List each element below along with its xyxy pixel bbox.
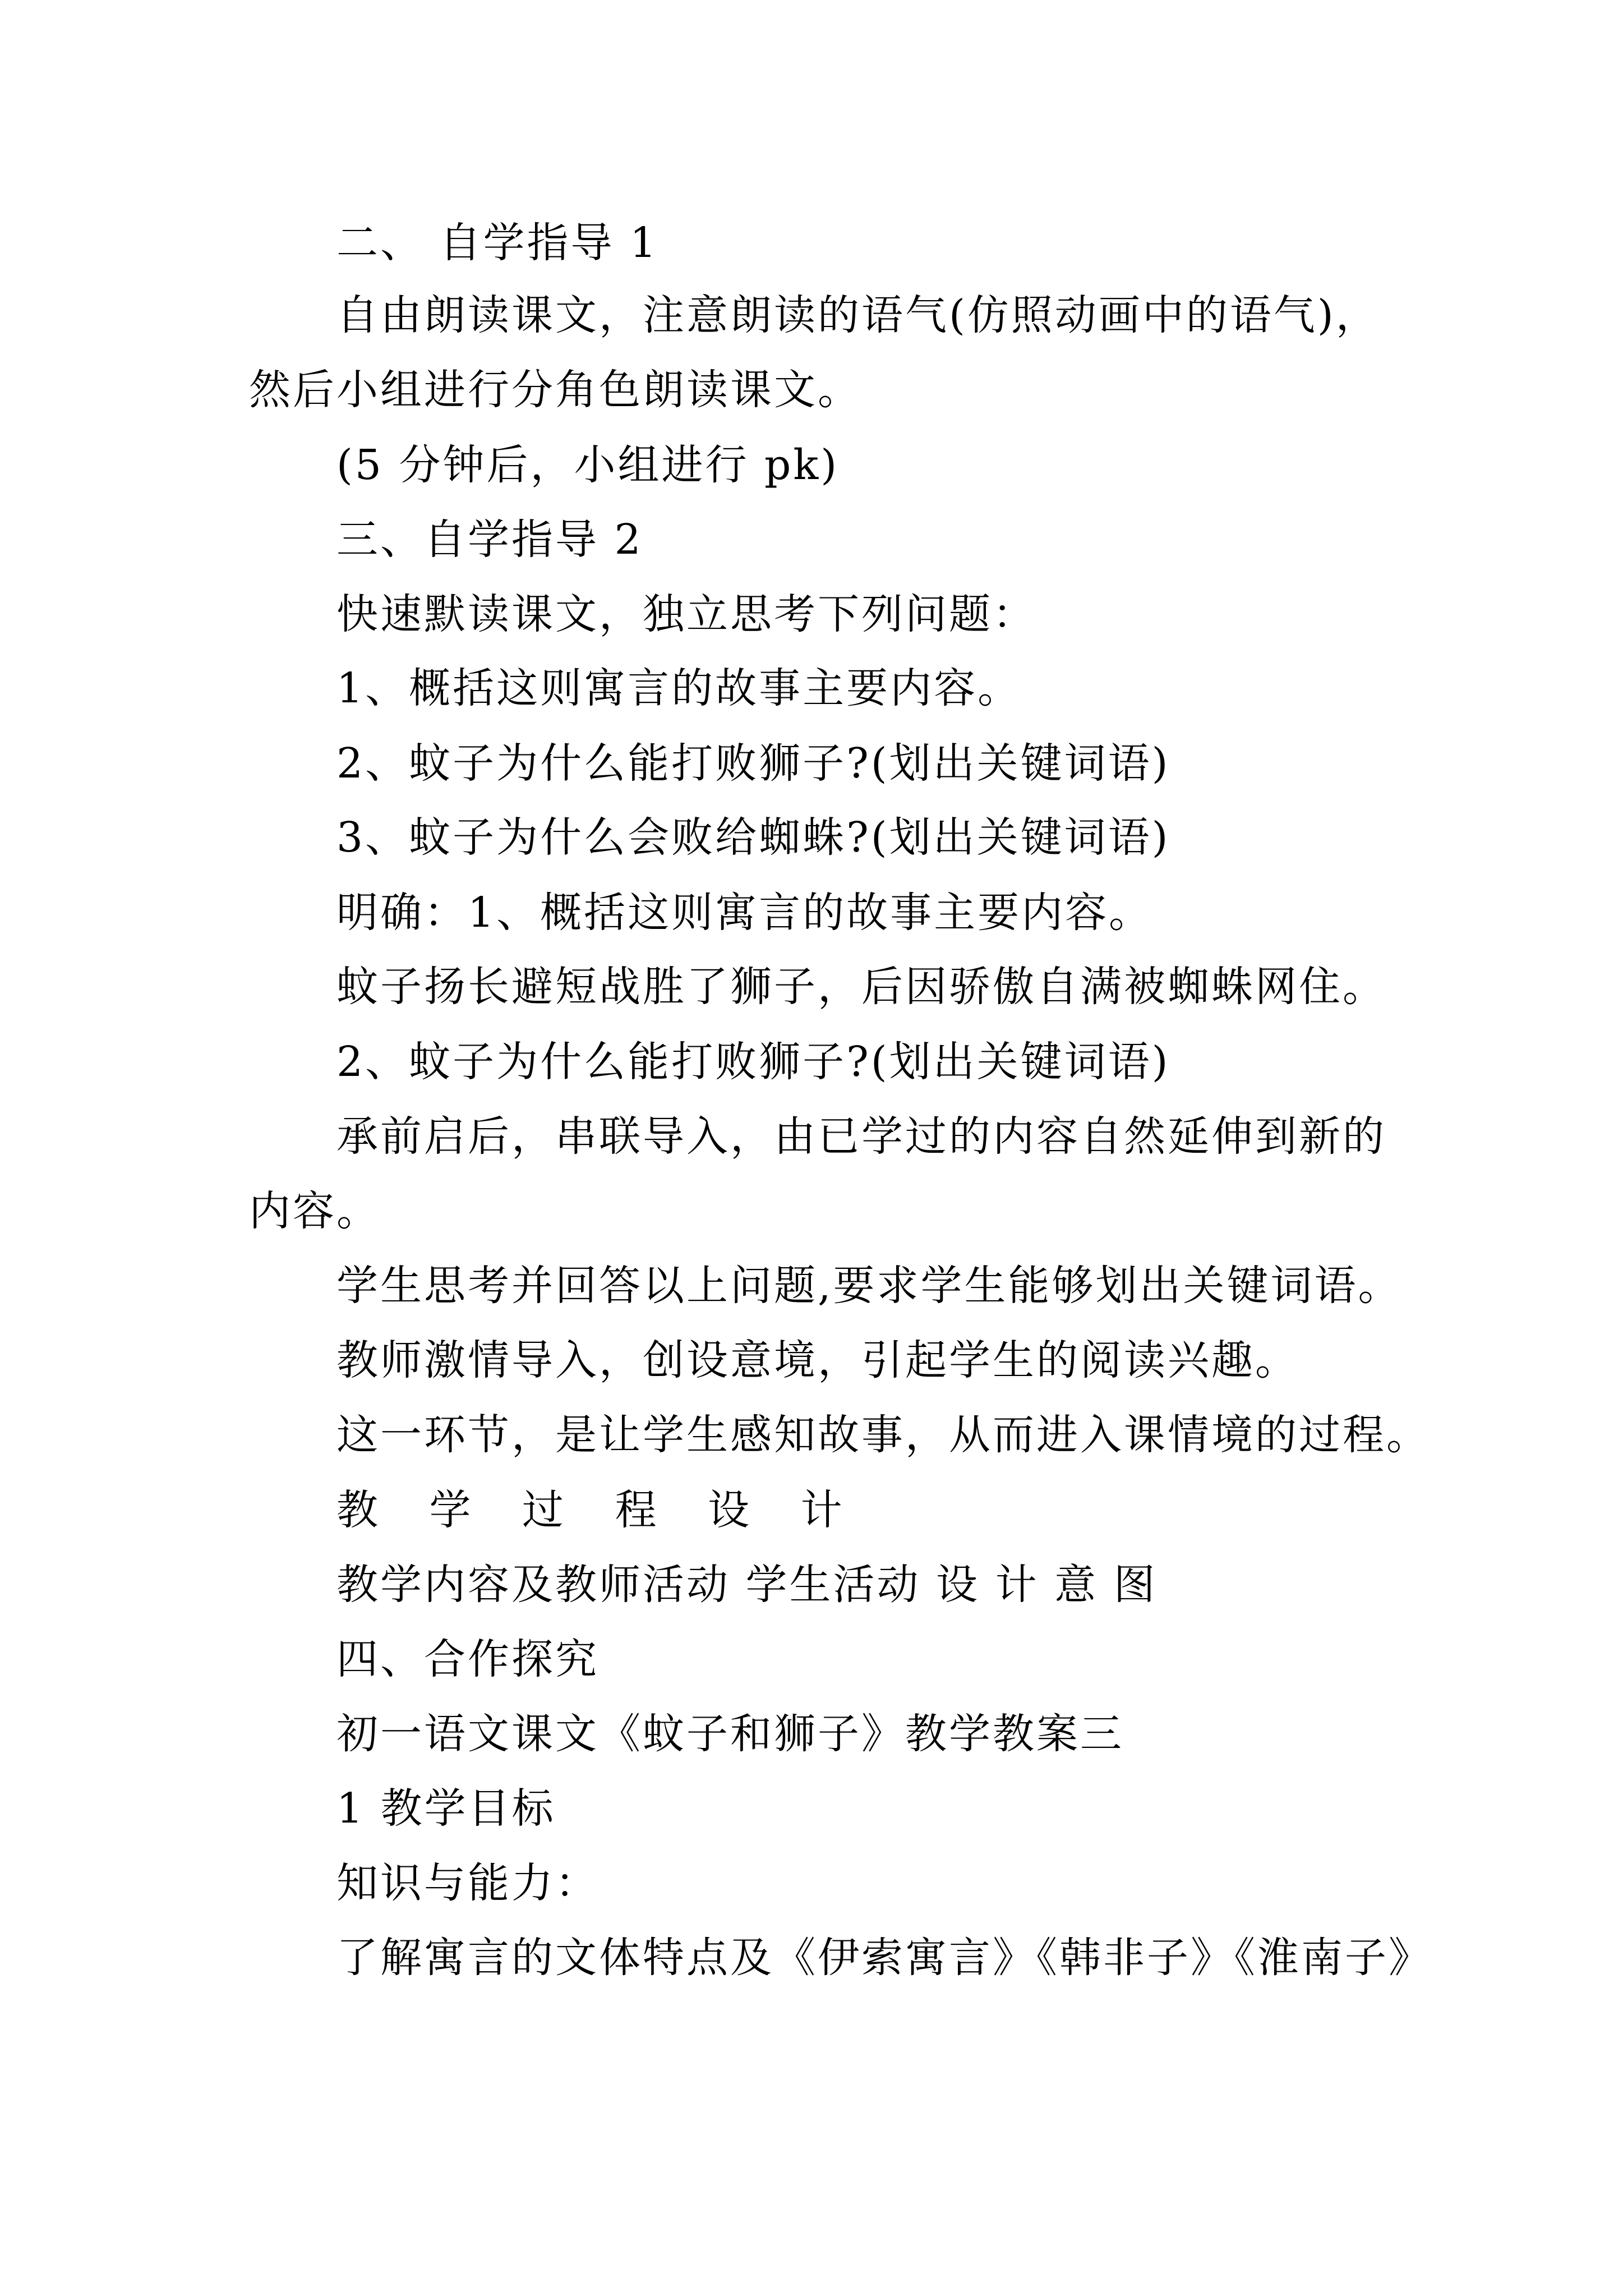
question-item: 2、蚊子为什么能打败狮子?(划出关键词语) [336,739,1170,788]
paragraph-line: 快速默读课文，独立思考下列问题： [336,590,1036,638]
paragraph-line: 蚊子扬长避短战胜了狮子，后因骄傲自满被蜘蛛网住。 [336,963,1386,1011]
lesson-title: 初一语文课文《蚊子和狮子》教学教案三 [336,1710,1124,1758]
paragraph-line: 了解寓言的文体特点及《伊索寓言》《韩非子》《淮南子》 [336,1934,1432,1982]
paragraph-line: 内容。 [249,1187,380,1235]
paragraph-line: (5 分钟后，小组进行 pk) [336,441,840,489]
heading-self-study-guide-2: 三、自学指导 2 [336,516,643,564]
subheading: 知识与能力： [336,1859,599,1907]
section-heading: 四、合作探究 [336,1635,599,1683]
paragraph-line: 承前启后，串联导入，由已学过的内容自然延伸到新的 [336,1112,1386,1161]
paragraph-line: 明确：1、概括这则寓言的故事主要内容。 [336,889,1153,937]
paragraph-line: 学生思考并回答以上问题,要求学生能够划出关键词语。 [336,1262,1402,1310]
paragraph-line: 教师激情导入，创设意境，引起学生的阅读兴趣。 [336,1336,1299,1384]
table-header-line: 教学内容及教师活动 学生活动 设 计 意 图 [336,1561,1158,1609]
paragraph-line: 2、蚊子为什么能打败狮子?(划出关键词语) [336,1038,1170,1086]
paragraph-line: 自由朗读课文，注意朗读的语气(仿照动画中的语气)， [336,291,1380,339]
heading-self-study-guide-1: 二、 自学指导 1 [336,219,659,267]
section-title: 教 学 过 程 设 计 [336,1486,861,1534]
paragraph-line: 这一环节，是让学生感知故事，从而进入课情境的过程。 [336,1411,1430,1459]
section-heading: 1 教学目标 [336,1784,556,1833]
paragraph-line: 然后小组进行分角色朗读课文。 [249,366,861,414]
question-item: 3、蚊子为什么会败给蜘蛛?(划出关键词语) [336,813,1170,862]
question-item: 1、概括这则寓言的故事主要内容。 [336,664,1022,712]
